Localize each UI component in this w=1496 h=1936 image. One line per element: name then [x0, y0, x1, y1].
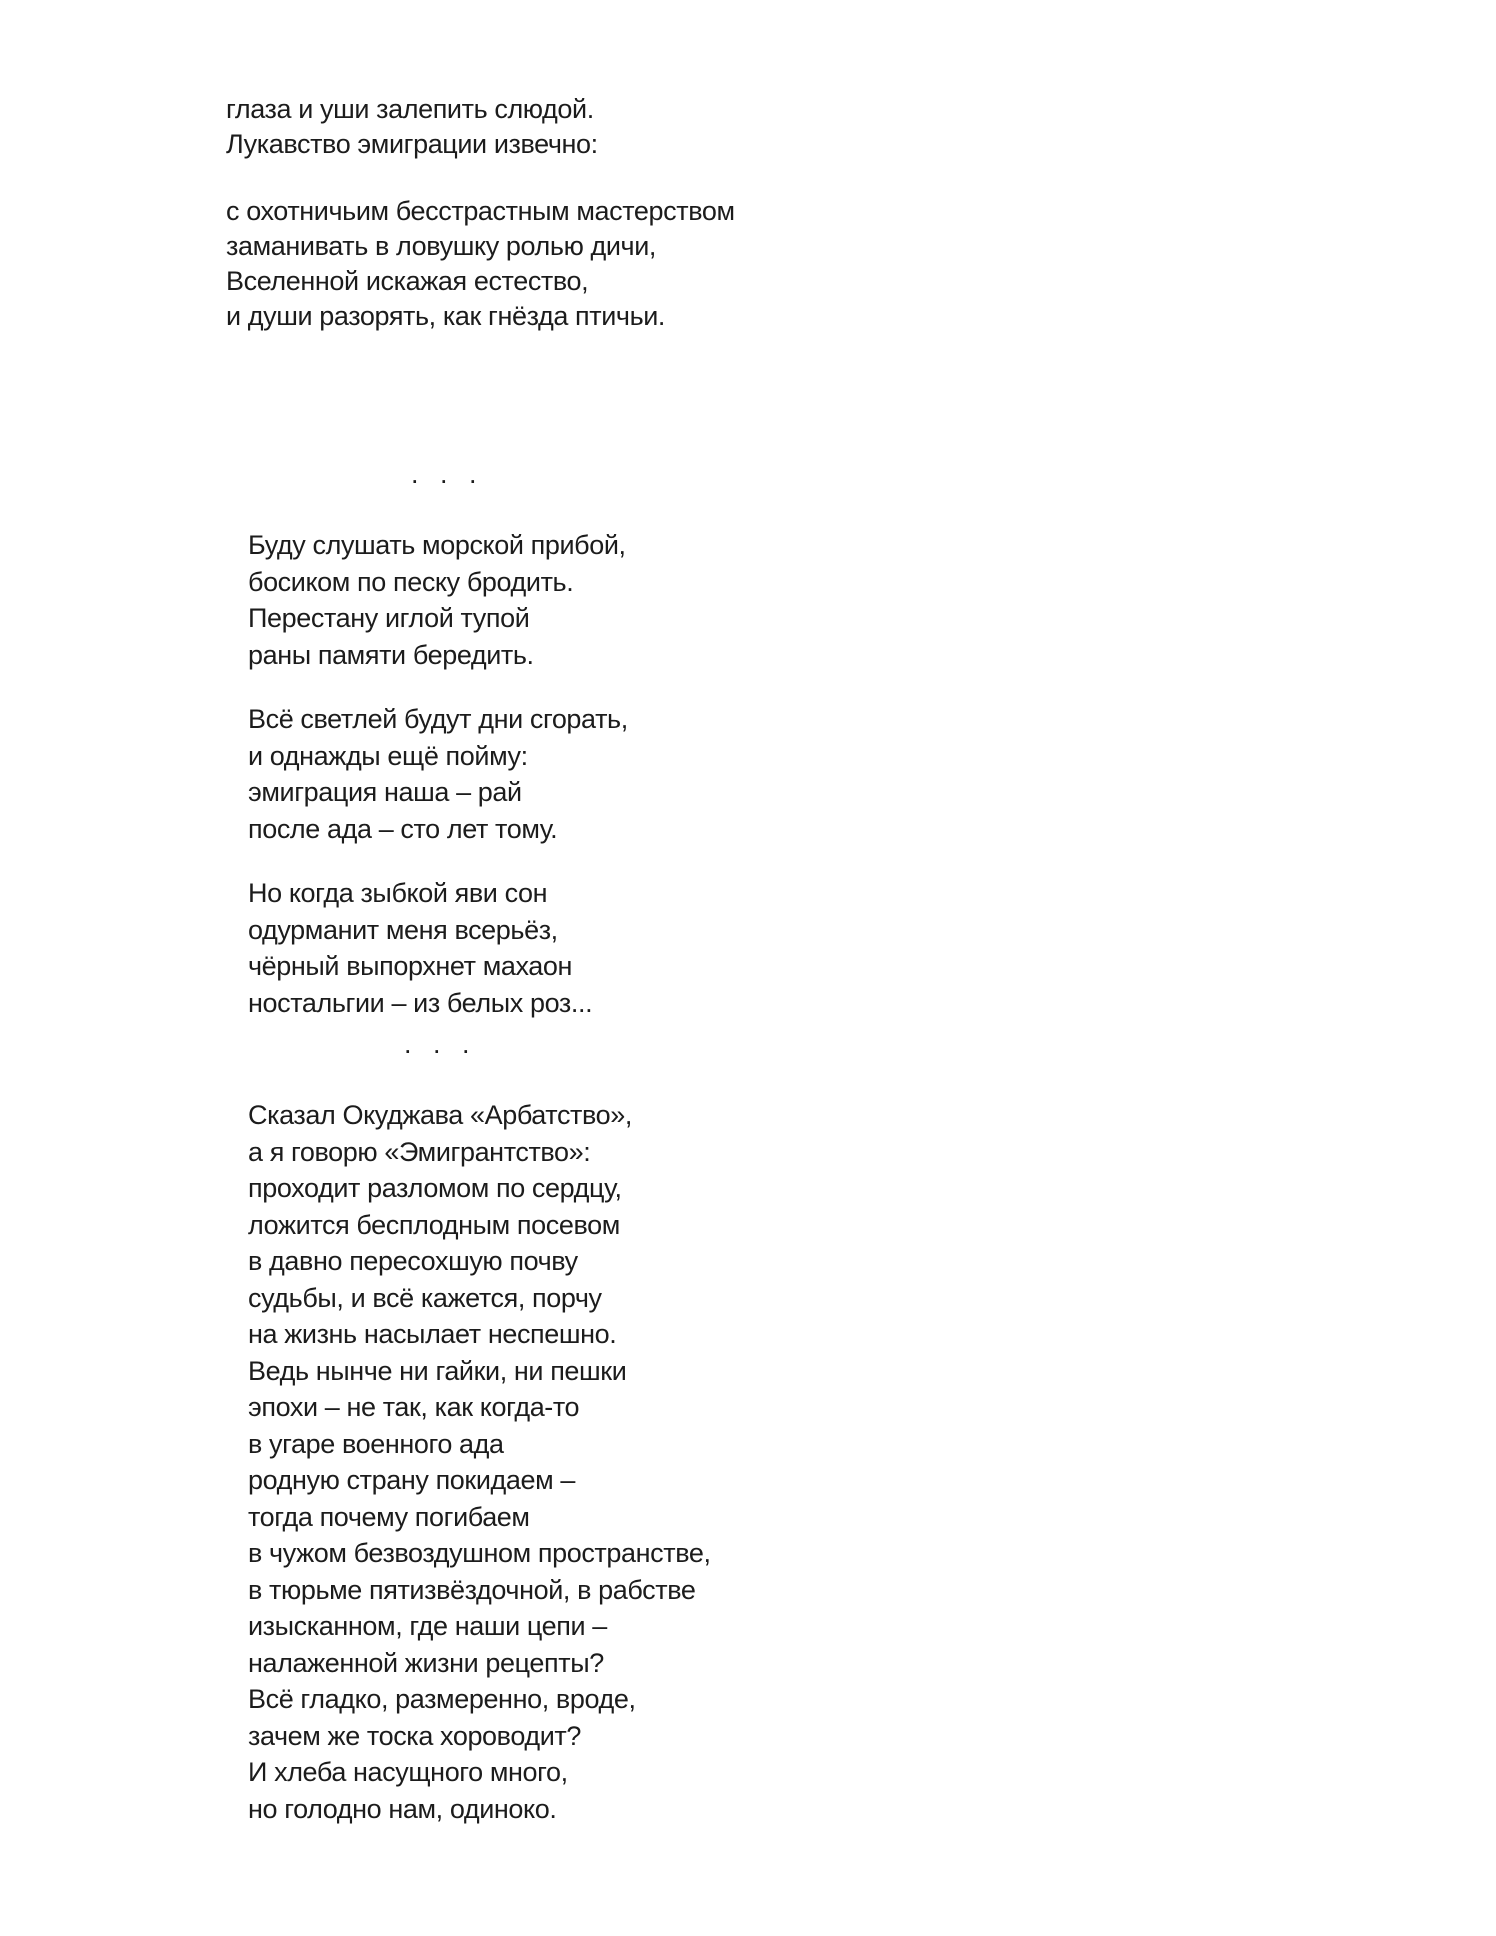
poem-line: Всё светлей будут дни сгорать, [248, 704, 628, 734]
poem-line: заманивать в ловушку ролью дичи, [226, 231, 657, 261]
poem-line: Лукавство эмиграции извечно: [226, 129, 598, 159]
poem-line: с охотничьим бесстрастным мастерством [226, 196, 735, 226]
poem-line: ностальгии – из белых роз... [248, 987, 593, 1018]
poem-line: после ада – сто лет тому. [248, 813, 558, 844]
poem-line: Перестану иглой тупой [248, 603, 530, 633]
poem-line: Ведь нынче ни гайки, ни пешки [248, 1355, 627, 1386]
poem-line [226, 162, 735, 194]
poem-line: И хлеба насущного много, [248, 1757, 568, 1787]
poem-line: одурманит меня всерьёз, [248, 914, 558, 945]
poem-line: тогда почему погибаем [248, 1501, 530, 1532]
poem-emigrantstvo [248, 1097, 711, 1827]
poem-line: ложится бесплодным посевом [248, 1209, 620, 1240]
poem-line: в тюрьме пятизвёздочной, в рабстве [248, 1574, 696, 1605]
poem-line: глаза и уши залепить слюдой. [226, 94, 594, 124]
poem-line: эпохи – не так, как когда-то [248, 1392, 580, 1422]
poem-line [248, 847, 628, 875]
poem-line: Но когда зыбкой яви сон [248, 878, 548, 908]
poem-line [248, 673, 628, 701]
poem-line: и однажды ещё пойму: [248, 740, 528, 771]
poem-line: в чужом безвоздушном пространстве, [248, 1538, 711, 1568]
poem-fragment-top [226, 92, 735, 334]
poem-line: налаженной жизни рецепты? [248, 1647, 604, 1678]
poem-line: зачем же тоска хороводит? [248, 1720, 581, 1751]
poem-line: раны памяти бередить. [248, 639, 534, 670]
poem-line: судьбы, и всё кажется, порчу [248, 1282, 602, 1313]
poem-line: а я говорю «Эмигрантство»: [248, 1136, 591, 1167]
stanza-separator-2: . . . [404, 1029, 470, 1059]
poem-line: Вселенной искажая естество, [226, 266, 589, 296]
poem-line: но голодно нам, одиноко. [248, 1793, 557, 1824]
poem-line: в давно пересохшую почву [248, 1246, 578, 1276]
poem-line: в угаре военного ада [248, 1428, 504, 1459]
poem-line: чёрный выпорхнет махаон [248, 951, 573, 981]
poem-line: на жизнь насылает неспешно. [248, 1319, 617, 1349]
poem-line: Сказал Окуджава «Арбатство», [248, 1100, 632, 1130]
poem-line: изысканном, где наши цепи – [248, 1611, 607, 1641]
poem-line: босиком по песку бродить. [248, 566, 574, 597]
poem-line: эмиграция наша – рай [248, 777, 522, 807]
poem-line: Всё гладко, размеренно, вроде, [248, 1684, 636, 1714]
stanza-separator-1: . . . [411, 459, 477, 489]
poem-line: проходит разломом по сердцу, [248, 1173, 622, 1203]
poem-line: Буду слушать морской прибой, [248, 530, 626, 560]
poem-line: и души разорять, как гнёзда птичьи. [226, 301, 666, 331]
poem-seaside [248, 527, 628, 1021]
poem-line: родную страну покидаем – [248, 1465, 575, 1495]
